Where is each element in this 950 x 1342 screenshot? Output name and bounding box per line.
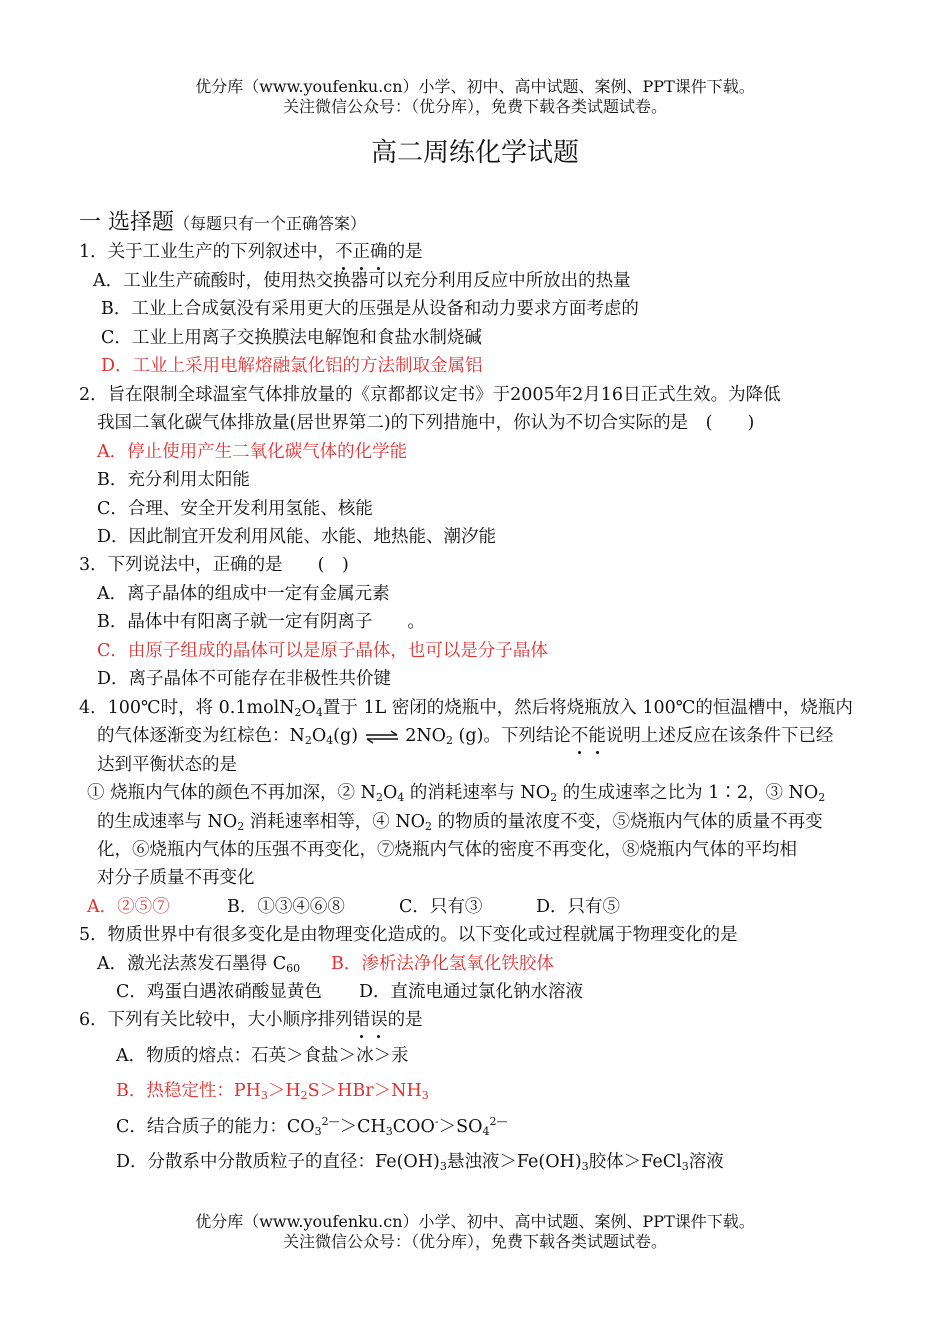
question-4-option-c: C．只有③ — [399, 897, 483, 917]
question-1-option-b: B．工业上合成氨没有采用更大的压强是从设备和动力要求方面考虑的 — [101, 299, 639, 319]
question-2-option-d: D．因此制宜开发利用风能、水能、地热能、潮汐能 — [97, 527, 497, 547]
question-3-option-c: C．由原子组成的晶体可以是原子晶体，也可以是分子晶体 — [97, 641, 548, 661]
question-1-option-c: C．工业上用离子交换膜法电解饱和食盐水制烧碱 — [101, 328, 482, 348]
footer-line-2: 关注微信公众号：（优分库），免费下载各类试题试卷。 — [282, 1232, 667, 1251]
question-4-stem-line-1: 4．100℃时，将 $0.1molN_2O_4$置于 1L 密闭的烧瓶中，然后将烧瓶放入 100℃的恒温槽中，烧瓶内 — [79, 698, 853, 719]
page-footer — [0, 1212, 950, 1252]
question-3-option-a: A．离子晶体的组成中一定有金属元素 — [97, 584, 390, 604]
question-4-stem-line-3: 达到平衡状态的是 — [97, 755, 237, 775]
question-5-option-a: A．激光法蒸发石墨得 $C_{60}$ — [97, 954, 301, 975]
question-4-conditions-line-1: ① 烧瓶内气体的颜色不再加深，② $N_2O_4$ 的消耗速率与 $NO_2$ 的生成速率之比为 1∶2，③ $NO_2$ — [87, 783, 826, 804]
question-4-conditions-line-4: 对分子质量不再变化 — [97, 868, 255, 888]
question-2-option-a: A．停止使用产生二氧化碳气体的化学能 — [97, 442, 408, 462]
footer-line-1: 优分库（www.youfenku.cn）小学、初中、高中试题、案例、PPT课件下载。 — [195, 1212, 755, 1231]
header-line-2: 关注微信公众号：（优分库），免费下载各类试题试卷。 — [282, 97, 667, 116]
question-2-stem-line-2: 我国二氧化碳气体排放量(居世界第二)的下列措施中，你认为不切合实际的是 ( ) — [97, 413, 755, 433]
question-2-option-c: C．合理、安全开发利用氢能、核能 — [97, 499, 373, 519]
question-5-stem: 5．物质世界中有很多变化是由物理变化造成的。以下变化或过程就属于物理变化的是 — [79, 925, 738, 945]
question-6-option-a: A．物质的熔点：石英＞食盐＞冰＞汞 — [116, 1046, 409, 1066]
section-heading — [79, 211, 366, 236]
question-1-option-d: D．工业上采用电解熔融氯化铝的方法制取金属铝 — [101, 356, 483, 376]
question-5-option-d: D．直流电通过氯化钠水溶液 — [359, 982, 584, 1002]
question-1-option-a: A．工业生产硫酸时，使用热交换器可以充分利用反应中所放出的热量 — [93, 271, 631, 291]
header-line-1: 优分库（www.youfenku.cn）小学、初中、高中试题、案例、PPT课件下载。 — [195, 77, 755, 96]
question-2-option-b: B．充分利用太阳能 — [97, 470, 250, 490]
section-note: （每题只有一个正确答案） — [174, 214, 367, 233]
page-header — [0, 77, 950, 117]
question-6-option-d: D．分散系中分散质粒子的直径：$Fe(OH)_3$悬浊液$>Fe(OH)_3$胶体＞FeCl$_3$溶液 — [116, 1152, 724, 1173]
question-6-stem: 6．下列有关比较中，大小顺序排列错误的是 — [79, 1010, 423, 1030]
question-5-option-b: B．渗析法净化氢氧化铁胶体 — [331, 954, 554, 974]
question-4-option-a: A．②⑤⑦ — [87, 897, 170, 917]
page-title: 高二周练化学试题 — [370, 138, 579, 168]
question-1-stem: 1．关于工业生产的下列叙述中，不正确的是 — [79, 242, 423, 262]
question-6-option-b: B．热稳定性：$PH_3>H_2S>HBr>NH_3$ — [116, 1081, 429, 1102]
question-4-option-b: B．①③④⑥⑧ — [227, 897, 345, 917]
question-3-option-d: D．离子晶体不可能存在非极性共价键 — [97, 669, 392, 689]
question-4-conditions-line-2: 的生成速率与 $NO_2$ 消耗速率相等，④ $NO_2$ 的物质的量浓度不变，⑤烧瓶内气体的质量不再变 — [97, 812, 823, 833]
question-5-option-c: C．鸡蛋白遇浓硝酸显黄色 — [116, 982, 322, 1002]
section-title: 一 选择题 — [79, 210, 174, 235]
question-6-option-c: C．结合质子的能力：$CO_3^{2—}>CH_3COO^->SO_4^{2—}$ — [116, 1115, 508, 1138]
question-4-conditions-line-3: 化，⑥烧瓶内气体的压强不再变化，⑦烧瓶内气体的密度不再变化，⑧烧瓶内气体的平均相 — [97, 840, 797, 860]
question-2-stem-line-1: 2．旨在限制全球温室气体排放量的《京都都议定书》于2005年2月16日正式生效。为降低 — [79, 385, 781, 405]
question-3-stem: 3．下列说法中，正确的是 ( ) — [79, 555, 349, 575]
equilibrium-arrow-icon — [364, 730, 400, 744]
question-4-option-d: D．只有⑤ — [536, 897, 621, 917]
question-4-stem-line-2: 的气体逐渐变为红棕色：$N_2O_4(g)$ $2NO_2$ (g)。下列结论不能说明上述反应在该条件下已经 — [97, 726, 834, 747]
question-3-option-b: B．晶体中有阳离子就一定有阴离子 。 — [97, 612, 425, 632]
